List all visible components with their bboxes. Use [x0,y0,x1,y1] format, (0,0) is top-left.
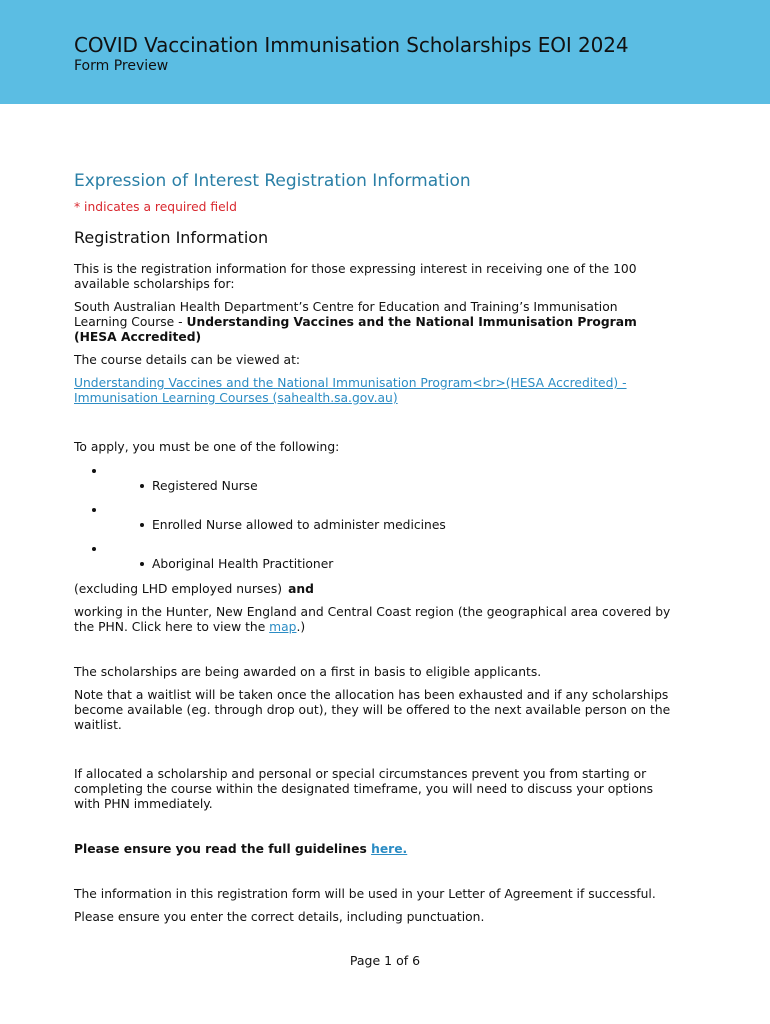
list-item [74,465,674,504]
intro-paragraph: This is the registration information for those expressing interest in receiving one of the 100 available scholarships for: [74,262,637,291]
form-title: COVID Vaccination Immunisation Scholarships EOI 2024 [74,33,629,57]
map-link[interactable]: map [269,620,297,634]
first-in-basis-paragraph: The scholarships are being awarded on a first in basis to eligible applicants. [74,665,542,679]
course-prefix: South Australian Health Department’s Centre for Education and Training’s Immunisation Learning Course - [74,300,618,329]
page-number: Page 1 of 6 [349,953,421,968]
guidelines-prefix: Please ensure you read the full guidelines [74,842,372,856]
role-label: Aboriginal Health Practitioner [152,557,334,571]
registration-info-heading: Registration Information [74,228,269,247]
punctuation-note: Please ensure you enter the correct details, including punctuation. [74,910,485,924]
section-heading: Expression of Interest Registration Information [74,171,471,191]
region-paragraph [74,605,674,635]
course-details-label: The course details can be viewed at: [74,353,301,367]
role-label: Enrolled Nurse allowed to administer medicines [152,518,446,532]
circumstances-paragraph: If allocated a scholarship and personal or special circumstances prevent you from starting or completing the course within the designated timeframe, you will need to discuss your options with PHN immediately. [74,767,654,811]
region-end: .) [296,620,306,634]
course-link-paragraph [74,376,674,406]
role-label: Registered Nurse [152,479,258,493]
exclusion-and: and [288,582,314,596]
exclusion-text: (excluding LHD employed nurses) [74,582,283,596]
roles-list [74,465,674,582]
form-subtitle: Form Preview [74,58,169,74]
waitlist-paragraph: Note that a waitlist will be taken once the allocation has been exhausted and if any scholarships become available (eg. through drop out), they will be offered to the next available person on the waitlist. [74,688,671,732]
list-item [74,504,674,543]
guidelines-paragraph [74,842,674,857]
required-field-note: * indicates a required field [74,200,237,214]
exclusion-paragraph [74,582,674,597]
bullet-icon [140,562,144,566]
bullet-icon [140,484,144,488]
list-item [74,543,674,582]
bullet-icon [92,547,96,551]
apply-label: To apply, you must be one of the following: [74,440,340,454]
bullet-icon [140,523,144,527]
region-text: working in the Hunter, New England and Central Coast region (the geographical area covered by the PHN. Click here to view the [74,605,671,634]
course-paragraph [74,300,674,345]
course-link[interactable]: Understanding Vaccines and the National Immunisation Program<br>(HESA Accredited) - Immunisation Learning Courses (sahealth.sa.gov.au) [74,376,627,405]
guidelines-link[interactable]: here. [371,842,408,856]
bullet-icon [92,508,96,512]
main-content [74,170,674,925]
course-name: Understanding Vaccines and the National Immunisation Program (HESA Accredited) [74,315,637,344]
page-header [0,0,770,104]
letter-info-paragraph: The information in this registration form will be used in your Letter of Agreement if successful. [74,887,656,901]
bullet-icon [92,469,96,473]
